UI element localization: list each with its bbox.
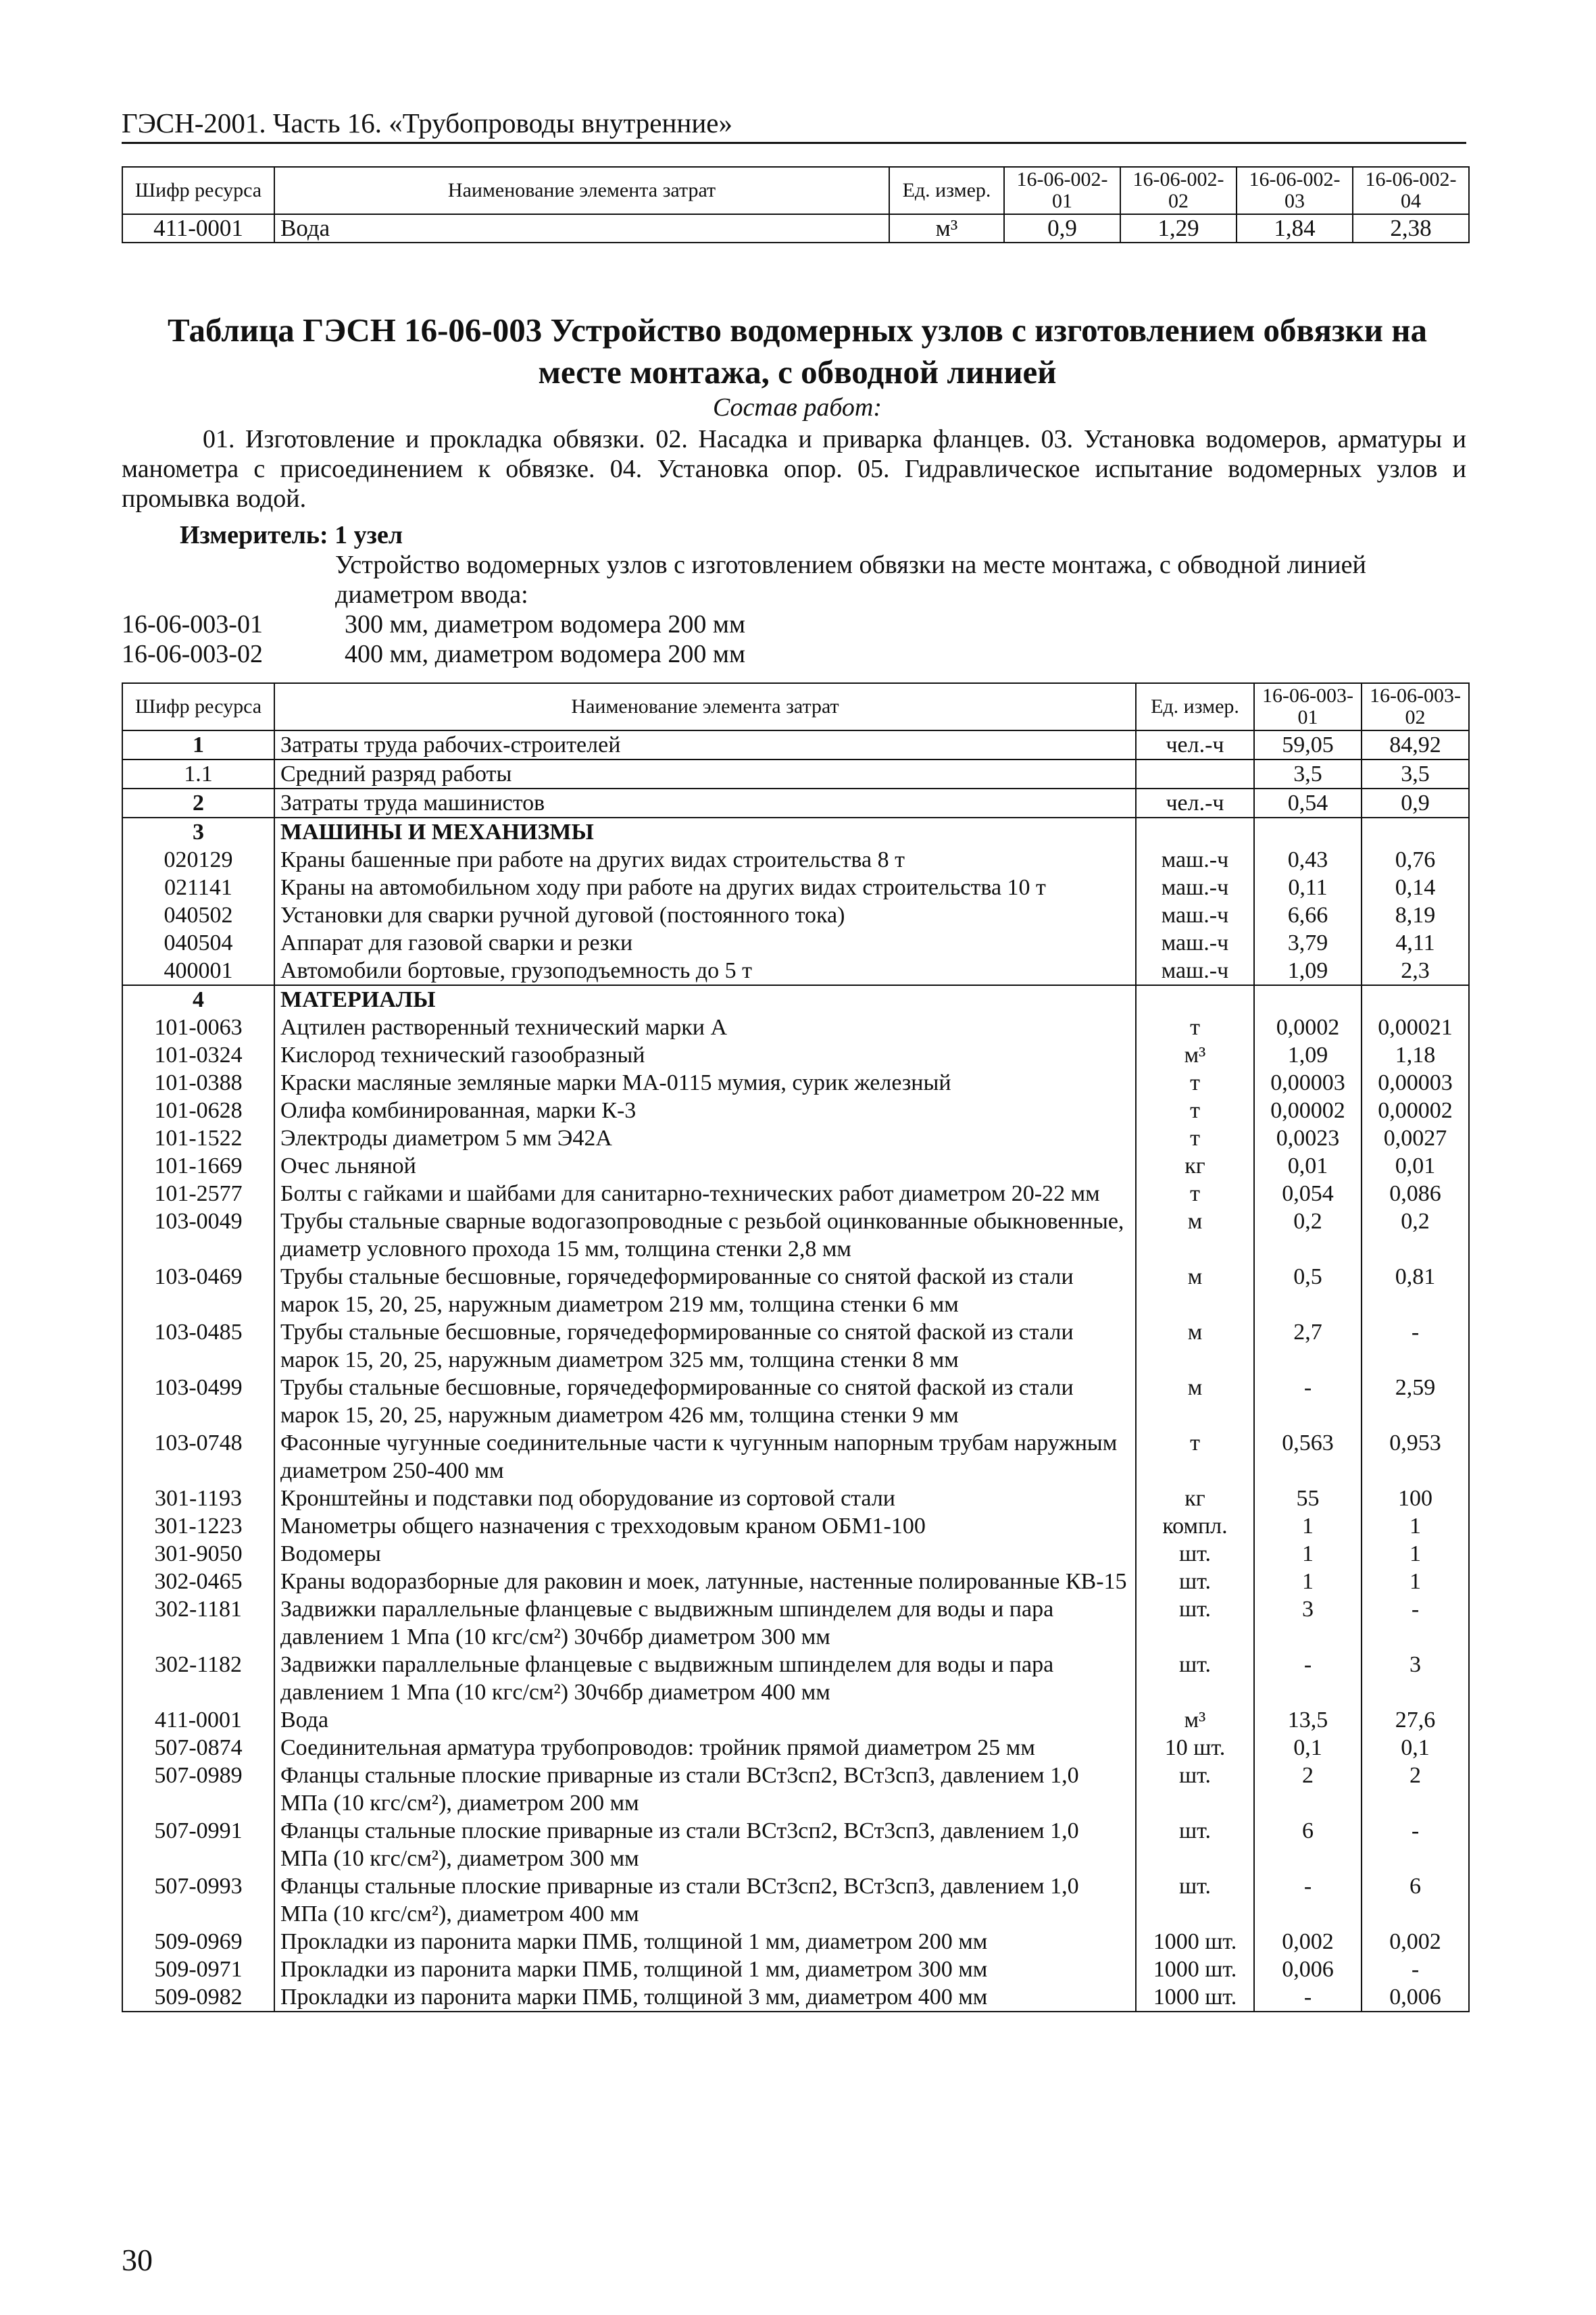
table-row	[122, 929, 1469, 957]
cell-value: 4,11	[1362, 929, 1469, 957]
cell-unit: кг	[1136, 1485, 1254, 1512]
cell-value: 0,54	[1254, 789, 1362, 818]
cell-unit: шт.	[1136, 1817, 1254, 1872]
cell-value: 1	[1254, 1568, 1362, 1595]
cell-value: 8,19	[1362, 901, 1469, 929]
cell-name: Олифа комбинированная, марки К-3	[274, 1097, 1136, 1124]
cell-name: Аппарат для газовой сварки и резки	[274, 929, 1136, 957]
cell-name: Трубы стальные сварные водогазопроводные с резьбой оцинкованные обыкновенные, диаметр условного прохода 15 мм, толщина стенки 2,8 мм	[274, 1208, 1136, 1263]
running-header: ГЭСН-2001. Часть 16. «Трубопроводы внутренние»	[122, 107, 1466, 144]
cell-code: 509-0969	[122, 1928, 274, 1956]
cell-value: 3	[1362, 1651, 1469, 1706]
cell-value: 1	[1254, 1540, 1362, 1568]
section-row	[122, 818, 1469, 846]
cell-unit: м	[1136, 1208, 1254, 1263]
cell-value: 3,5	[1254, 760, 1362, 789]
cell-unit: компл.	[1136, 1512, 1254, 1540]
cell-unit: м³	[1136, 1706, 1254, 1734]
table-row	[122, 1208, 1469, 1263]
cell-value: 1,09	[1254, 1041, 1362, 1069]
table-row	[122, 846, 1469, 874]
cell-code: 1.1	[122, 760, 274, 789]
cell-value: 27,6	[1362, 1706, 1469, 1734]
cell-value: 100	[1362, 1485, 1469, 1512]
cell-value: 1	[1362, 1540, 1469, 1568]
table-row	[122, 1263, 1469, 1318]
cell-value: 0,00003	[1362, 1069, 1469, 1097]
table-row	[122, 760, 1469, 789]
cell-value: 2	[1254, 1762, 1362, 1817]
cell-value: 0,953	[1362, 1429, 1469, 1485]
header-unit: Ед. измер.	[1136, 683, 1254, 730]
cell-name: Трубы стальные бесшовные, горячедеформированные со снятой фаской из стали марок 15, 20, 25, наружным диаметром 325 мм, толщина стенки 8 мм	[274, 1318, 1136, 1374]
cell-name: Манометры общего назначения с трехходовым краном ОБМ1-100	[274, 1512, 1136, 1540]
cell-unit: маш.-ч	[1136, 929, 1254, 957]
measurement-description: Устройство водомерных узлов с изготовлением обвязки на месте монтажа, с обводной линией диаметром ввода:	[335, 551, 1366, 609]
cell-value: 0,2	[1254, 1208, 1362, 1263]
cell-value: -	[1362, 1956, 1469, 1983]
cell-code: 411-0001	[122, 214, 274, 243]
cell-unit: кг	[1136, 1152, 1254, 1180]
cell-code: 301-1193	[122, 1485, 274, 1512]
cell-code: 509-0982	[122, 1983, 274, 2012]
cell-value: 3,79	[1254, 929, 1362, 957]
cell-name: Задвижки параллельные фланцевые с выдвижным шпинделем для воды и пара давлением 1 Мпа (10 кгс/см²) 30ч6бр диаметром 300 мм	[274, 1595, 1136, 1651]
table-row	[122, 874, 1469, 901]
cell-value: 2,38	[1353, 214, 1469, 243]
cell-value: 2	[1362, 1762, 1469, 1817]
cell-name: Трубы стальные бесшовные, горячедеформированные со снятой фаской из стали марок 15, 20, 25, наружным диаметром 219 мм, толщина стенки 6 мм	[274, 1263, 1136, 1318]
cell-code: 507-0993	[122, 1872, 274, 1928]
table-row	[122, 1429, 1469, 1485]
cell-unit: м³	[889, 214, 1004, 243]
table-row	[122, 1485, 1469, 1512]
header-name: Наименование элемента затрат	[274, 167, 889, 214]
cell-unit: шт.	[1136, 1568, 1254, 1595]
cell-value: 6,66	[1254, 901, 1362, 929]
cell-unit: м	[1136, 1318, 1254, 1374]
cell-value: 0,086	[1362, 1180, 1469, 1208]
cell-value: 13,5	[1254, 1706, 1362, 1734]
cell-unit: 1000 шт.	[1136, 1928, 1254, 1956]
header-col-2: 16-06-003-02	[1362, 683, 1469, 730]
cell-value: 6	[1254, 1817, 1362, 1872]
cell-value: 1,09	[1254, 957, 1362, 985]
table-row	[122, 901, 1469, 929]
cell-name: Очес льняной	[274, 1152, 1136, 1180]
cell-value	[1254, 818, 1362, 846]
table-row	[122, 730, 1469, 760]
table-row	[122, 1124, 1469, 1152]
cell-value: 1,84	[1237, 214, 1353, 243]
cell-value: 0,9	[1004, 214, 1120, 243]
cell-code: 020129	[122, 846, 274, 874]
cell-value: 0,0027	[1362, 1124, 1469, 1152]
cell-value: 1,29	[1120, 214, 1237, 243]
cell-name: Ацтилен растворенный технический марки А	[274, 1014, 1136, 1041]
cell-value: 0,01	[1254, 1152, 1362, 1180]
cell-code: 4	[122, 985, 274, 1014]
cell-value: 0,43	[1254, 846, 1362, 874]
table-row	[122, 1152, 1469, 1180]
cell-unit: чел.-ч	[1136, 789, 1254, 818]
table-row	[122, 1318, 1469, 1374]
cell-value: 84,92	[1362, 730, 1469, 760]
cell-value: 0,002	[1362, 1928, 1469, 1956]
cell-code: 103-0049	[122, 1208, 274, 1263]
table-row	[122, 1734, 1469, 1762]
table-row	[122, 789, 1469, 818]
cell-value: 0,2	[1362, 1208, 1469, 1263]
cell-code: 1	[122, 730, 274, 760]
cell-unit: 10 шт.	[1136, 1734, 1254, 1762]
cell-code: 101-0628	[122, 1097, 274, 1124]
header-unit: Ед. измер.	[889, 167, 1004, 214]
cell-value: -	[1362, 1817, 1469, 1872]
cell-value: 59,05	[1254, 730, 1362, 760]
cell-code: 400001	[122, 957, 274, 985]
norm-code: 16-06-003-02	[122, 640, 263, 668]
header-name: Наименование элемента затрат	[274, 683, 1136, 730]
cell-value: 0,14	[1362, 874, 1469, 901]
header-col-3: 16-06-002-03	[1237, 167, 1353, 214]
cell-name: Водомеры	[274, 1540, 1136, 1568]
table-row	[122, 1512, 1469, 1540]
cell-value: -	[1362, 1595, 1469, 1651]
cell-value: 0,563	[1254, 1429, 1362, 1485]
cell-code: 302-1181	[122, 1595, 274, 1651]
cell-unit: т	[1136, 1097, 1254, 1124]
work-composition-text: 01. Изготовление и прокладка обвязки. 02. Насадка и приварка фланцев. 03. Установка водомеров, арматуры и манометра с присоединением к обвязке. 04. Установка опор. 05. Гидравлическое испытание водомерных узлов и промывка водой.	[122, 425, 1466, 513]
table-row	[122, 1595, 1469, 1651]
table-row	[122, 1540, 1469, 1568]
header-col-1: 16-06-003-01	[1254, 683, 1362, 730]
cell-unit: шт.	[1136, 1872, 1254, 1928]
norm-code: 16-06-003-01	[122, 610, 263, 639]
cell-code: 101-1522	[122, 1124, 274, 1152]
table-row	[122, 1928, 1469, 1956]
cell-value: -	[1362, 1318, 1469, 1374]
cell-value: 0,0023	[1254, 1124, 1362, 1152]
cell-value: -	[1254, 1374, 1362, 1429]
cell-value: 0,00002	[1362, 1097, 1469, 1124]
cell-code: 2	[122, 789, 274, 818]
cell-name: Вода	[274, 214, 889, 243]
table-row	[122, 1568, 1469, 1595]
cell-name: Фланцы стальные плоские приварные из стали ВСт3сп2, ВСт3сп3, давлением 1,0 МПа (10 кгс/см²), диаметром 200 мм	[274, 1762, 1136, 1817]
cell-code: 101-0324	[122, 1041, 274, 1069]
cell-value: 0,00021	[1362, 1014, 1469, 1041]
cell-value: 55	[1254, 1485, 1362, 1512]
table-title	[122, 309, 1473, 393]
cell-value: 0,1	[1254, 1734, 1362, 1762]
cell-value: 0,9	[1362, 789, 1469, 818]
cell-value: 0,5	[1254, 1263, 1362, 1318]
cell-code: 302-1182	[122, 1651, 274, 1706]
cell-value: 6	[1362, 1872, 1469, 1928]
cell-unit: м	[1136, 1263, 1254, 1318]
table-row	[122, 1983, 1469, 2012]
norm-description: 400 мм, диаметром водомера 200 мм	[345, 640, 746, 668]
cell-code: 040504	[122, 929, 274, 957]
header-code: Шифр ресурса	[122, 683, 274, 730]
section-row	[122, 985, 1469, 1014]
cell-name: Установки для сварки ручной дуговой (постоянного тока)	[274, 901, 1136, 929]
cell-value	[1362, 818, 1469, 846]
cell-unit: 1000 шт.	[1136, 1983, 1254, 2012]
cell-code: 301-1223	[122, 1512, 274, 1540]
cell-code: 3	[122, 818, 274, 846]
previous-table-tail	[122, 166, 1470, 243]
cell-unit: т	[1136, 1014, 1254, 1041]
cell-value	[1362, 985, 1469, 1014]
cell-name: Прокладки из паронита марки ПМБ, толщиной 3 мм, диаметром 400 мм	[274, 1983, 1136, 2012]
table-row	[122, 957, 1469, 985]
cell-code: 507-0991	[122, 1817, 274, 1872]
table-row	[122, 1014, 1469, 1041]
cell-name: Соединительная арматура трубопроводов: тройник прямой диаметром 25 мм	[274, 1734, 1136, 1762]
table-row	[122, 214, 1469, 243]
cell-name: Средний разряд работы	[274, 760, 1136, 789]
cell-code: 302-0465	[122, 1568, 274, 1595]
cell-unit: чел.-ч	[1136, 730, 1254, 760]
cell-code: 101-0063	[122, 1014, 274, 1041]
cell-unit: шт.	[1136, 1595, 1254, 1651]
cell-unit: шт.	[1136, 1762, 1254, 1817]
cell-value	[1254, 985, 1362, 1014]
cell-unit: т	[1136, 1180, 1254, 1208]
cell-value: -	[1254, 1651, 1362, 1706]
cell-value: 1	[1362, 1512, 1469, 1540]
table-row	[122, 1180, 1469, 1208]
table-row	[122, 1762, 1469, 1817]
cell-value: 0,002	[1254, 1928, 1362, 1956]
cell-value: 2,3	[1362, 957, 1469, 985]
resource-table	[122, 682, 1470, 2012]
cell-code: 507-0874	[122, 1734, 274, 1762]
cell-value: 0,054	[1254, 1180, 1362, 1208]
cell-value: 0,01	[1362, 1152, 1469, 1180]
table-row	[122, 1069, 1469, 1097]
table-header-row	[122, 683, 1469, 730]
cell-value: 2,7	[1254, 1318, 1362, 1374]
cell-name: Краны на автомобильном ходу при работе на других видах строительства 10 т	[274, 874, 1136, 901]
cell-name: Трубы стальные бесшовные, горячедеформированные со снятой фаской из стали марок 15, 20, 25, наружным диаметром 426 мм, толщина стенки 9 мм	[274, 1374, 1136, 1429]
header-code: Шифр ресурса	[122, 167, 274, 214]
cell-unit	[1136, 818, 1254, 846]
cell-code: 021141	[122, 874, 274, 901]
cell-unit: маш.-ч	[1136, 957, 1254, 985]
table-row	[122, 1817, 1469, 1872]
norm-code-line	[122, 639, 1466, 669]
cell-unit: т	[1136, 1429, 1254, 1485]
cell-value: 0,006	[1254, 1956, 1362, 1983]
cell-name: Прокладки из паронита марки ПМБ, толщиной 1 мм, диаметром 200 мм	[274, 1928, 1136, 1956]
cell-unit: шт.	[1136, 1651, 1254, 1706]
table-row	[122, 1872, 1469, 1928]
cell-name: Кислород технический газообразный	[274, 1041, 1136, 1069]
header-col-2: 16-06-002-02	[1120, 167, 1237, 214]
cell-name: МАШИНЫ И МЕХАНИЗМЫ	[274, 818, 1136, 846]
table-header-row	[122, 167, 1469, 214]
cell-unit: маш.-ч	[1136, 846, 1254, 874]
work-composition-heading: Состав работ:	[712, 393, 882, 422]
cell-name: МАТЕРИАЛЫ	[274, 985, 1136, 1014]
cell-code: 509-0971	[122, 1956, 274, 1983]
cell-name: Автомобили бортовые, грузоподъемность до 5 т	[274, 957, 1136, 985]
cell-name: Прокладки из паронита марки ПМБ, толщиной 1 мм, диаметром 300 мм	[274, 1956, 1136, 1983]
cell-value: 0,006	[1362, 1983, 1469, 2012]
cell-name: Затраты труда рабочих-строителей	[274, 730, 1136, 760]
cell-value: -	[1254, 1983, 1362, 2012]
table-title-line-1: Таблица ГЭСН 16-06-003 Устройство водомерных узлов с изготовлением обвязки на	[168, 312, 1427, 349]
cell-unit	[1136, 985, 1254, 1014]
norm-description: 300 мм, диаметром водомера 200 мм	[345, 610, 746, 639]
cell-name: Кронштейны и подставки под оборудование из сортовой стали	[274, 1485, 1136, 1512]
table-row	[122, 1041, 1469, 1069]
cell-code: 101-0388	[122, 1069, 274, 1097]
resource-table-body	[122, 730, 1469, 2012]
cell-value: 0,11	[1254, 874, 1362, 901]
cell-value: 0,0002	[1254, 1014, 1362, 1041]
cell-unit: м	[1136, 1374, 1254, 1429]
cell-unit: маш.-ч	[1136, 901, 1254, 929]
page-number: 30	[122, 2243, 153, 2277]
cell-unit: т	[1136, 1124, 1254, 1152]
cell-name: Фланцы стальные плоские приварные из стали ВСт3сп2, ВСт3сп3, давлением 1,0 МПа (10 кгс/см²), диаметром 300 мм	[274, 1817, 1136, 1872]
cell-name: Вода	[274, 1706, 1136, 1734]
cell-value: 0,81	[1362, 1263, 1469, 1318]
cell-code: 103-0499	[122, 1374, 274, 1429]
cell-name: Задвижки параллельные фланцевые с выдвижным шпинделем для воды и пара давлением 1 Мпа (10 кгс/см²) 30ч6бр диаметром 400 мм	[274, 1651, 1136, 1706]
cell-value: 0,00002	[1254, 1097, 1362, 1124]
cell-code: 301-9050	[122, 1540, 274, 1568]
cell-unit	[1136, 760, 1254, 789]
table-row	[122, 1706, 1469, 1734]
cell-value: 0,00003	[1254, 1069, 1362, 1097]
cell-code: 040502	[122, 901, 274, 929]
cell-name: Краны водоразборные для раковин и моек, латунные, настенные полированные КВ-15	[274, 1568, 1136, 1595]
cell-code: 103-0469	[122, 1263, 274, 1318]
cell-code: 103-0485	[122, 1318, 274, 1374]
table-row	[122, 1956, 1469, 1983]
cell-code: 101-2577	[122, 1180, 274, 1208]
cell-name: Фасонные чугунные соединительные части к чугунным напорным трубам наружным диаметром 250-400 мм	[274, 1429, 1136, 1485]
cell-value: 0,76	[1362, 846, 1469, 874]
cell-value: 1	[1362, 1568, 1469, 1595]
cell-unit: 1000 шт.	[1136, 1956, 1254, 1983]
cell-unit: шт.	[1136, 1540, 1254, 1568]
cell-name: Краски масляные земляные марки МА-0115 мумия, сурик железный	[274, 1069, 1136, 1097]
measurement-unit: Измеритель: 1 узел	[180, 521, 403, 549]
cell-name: Фланцы стальные плоские приварные из стали ВСт3сп2, ВСт3сп3, давлением 1,0 МПа (10 кгс/см²), диаметром 400 мм	[274, 1872, 1136, 1928]
cell-code: 101-1669	[122, 1152, 274, 1180]
table-row	[122, 1374, 1469, 1429]
cell-value: 1,18	[1362, 1041, 1469, 1069]
table-row	[122, 1097, 1469, 1124]
cell-value: 3,5	[1362, 760, 1469, 789]
norm-code-line	[122, 609, 1466, 639]
cell-name: Краны башенные при работе на других видах строительства 8 т	[274, 846, 1136, 874]
cell-value: -	[1254, 1872, 1362, 1928]
header-col-4: 16-06-002-04	[1353, 167, 1469, 214]
cell-value: 3	[1254, 1595, 1362, 1651]
cell-name: Электроды диаметром 5 мм Э42А	[274, 1124, 1136, 1152]
cell-value: 0,1	[1362, 1734, 1469, 1762]
cell-unit: т	[1136, 1069, 1254, 1097]
cell-name: Затраты труда машинистов	[274, 789, 1136, 818]
cell-code: 103-0748	[122, 1429, 274, 1485]
table-title-line-2: месте монтажа, с обводной линией	[538, 353, 1057, 391]
table-row	[122, 1651, 1469, 1706]
cell-name: Болты с гайками и шайбами для санитарно-технических работ диаметром 20-22 мм	[274, 1180, 1136, 1208]
cell-code: 411-0001	[122, 1706, 274, 1734]
header-col-1: 16-06-002-01	[1004, 167, 1120, 214]
cell-value: 2,59	[1362, 1374, 1469, 1429]
cell-code: 507-0989	[122, 1762, 274, 1817]
cell-unit: м³	[1136, 1041, 1254, 1069]
cell-value: 1	[1254, 1512, 1362, 1540]
cell-unit: маш.-ч	[1136, 874, 1254, 901]
